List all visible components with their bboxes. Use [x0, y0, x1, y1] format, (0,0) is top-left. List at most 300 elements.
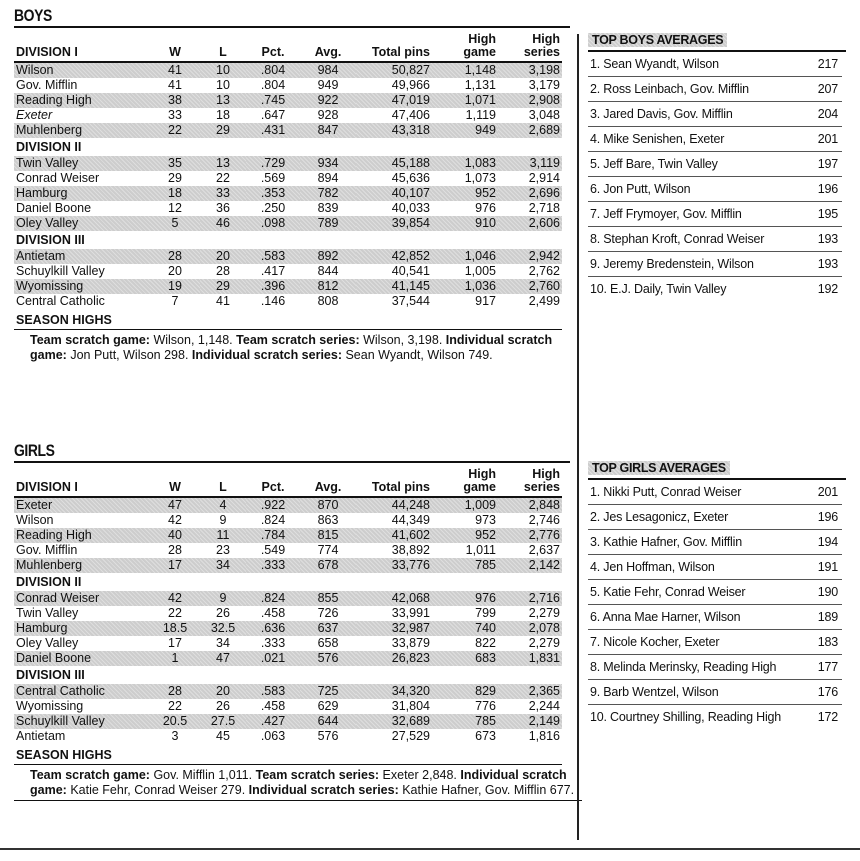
bowler-name: 3. Jared Davis, Gov. Mifflin [590, 107, 733, 121]
average: 855 [300, 591, 356, 606]
team-row [14, 186, 562, 201]
wins: 18 [150, 186, 200, 201]
col-high-game: High game [463, 32, 496, 59]
average: 815 [300, 528, 356, 543]
average: 782 [300, 186, 356, 201]
team-name: Antietam [14, 249, 150, 264]
total-pins: 44,349 [391, 513, 430, 527]
losses: 33 [200, 186, 246, 201]
team-row [14, 714, 562, 729]
pct: .824 [246, 591, 300, 606]
losses: 4 [200, 497, 246, 513]
girls-title: GIRLS [14, 441, 55, 460]
total-pins: 41,602 [356, 528, 432, 543]
losses: 27.5 [200, 714, 246, 729]
high-game: 1,073 [464, 171, 496, 185]
pct: .063 [260, 729, 286, 743]
team-name: Schuylkill Valley [14, 714, 150, 729]
col-w: W [169, 45, 181, 59]
high-series: 2,606 [498, 216, 562, 231]
average: 847 [300, 123, 356, 138]
losses: 34 [200, 558, 246, 573]
average-row [588, 252, 842, 277]
top-boys-averages [588, 31, 846, 301]
pct: .647 [260, 108, 286, 122]
bowler-name: 6. Jon Putt, Wilson [590, 182, 691, 196]
sh-value: Wilson, 1,148. [153, 333, 233, 347]
losses: 13 [200, 93, 246, 108]
bowler-average: 176 [817, 685, 838, 699]
bowler-name: 3. Kathie Hafner, Gov. Mifflin [590, 535, 742, 549]
pct: .729 [246, 156, 300, 171]
wins: 42 [168, 513, 182, 527]
wins: 28 [150, 684, 200, 699]
losses: 18 [216, 108, 230, 122]
average-row [588, 77, 842, 102]
high-series: 2,149 [498, 714, 562, 729]
high-series: 2,776 [498, 528, 562, 543]
top-girls-averages-title: TOP GIRLS AVERAGES [588, 461, 730, 475]
losses: 32.5 [200, 621, 246, 636]
average-row [588, 705, 842, 729]
losses: 10 [216, 78, 230, 92]
team-row [14, 513, 562, 528]
team-name: Muhlenberg [14, 558, 150, 573]
high-series: 2,078 [498, 621, 562, 636]
boys-season-highs-title: SEASON HIGHS [14, 313, 562, 330]
bowler-average: 196 [817, 182, 838, 196]
total-pins: 27,529 [391, 729, 430, 743]
average-row [588, 655, 842, 680]
high-series: 2,718 [528, 201, 560, 215]
total-pins: 34,320 [356, 684, 432, 699]
pct: .353 [246, 186, 300, 201]
total-pins: 32,689 [356, 714, 432, 729]
team-name: Wyomissing [16, 699, 84, 713]
bowler-name: 10. Courtney Shilling, Reading High [590, 710, 782, 724]
wins: 17 [150, 558, 200, 573]
bowler-average: 194 [817, 535, 838, 549]
pct: .804 [246, 62, 300, 78]
wins: 29 [168, 171, 182, 185]
pct: .458 [260, 699, 286, 713]
high-game: 1,011 [465, 543, 496, 557]
team-name: Daniel Boone [16, 201, 92, 215]
top-girls-averages-list [588, 480, 842, 729]
losses: 11 [200, 528, 246, 543]
team-row [14, 636, 562, 651]
wins: 3 [171, 729, 179, 743]
average: 725 [300, 684, 356, 699]
high-game: 1,046 [432, 249, 498, 264]
high-series: 2,716 [498, 591, 562, 606]
high-game: 673 [475, 729, 496, 743]
wins: 41 [168, 78, 182, 92]
high-game: 1,131 [464, 78, 496, 92]
average: 844 [317, 264, 339, 278]
team-row [14, 249, 562, 264]
high-series: 1,831 [498, 651, 562, 666]
team-name: Conrad Weiser [14, 591, 150, 606]
sh-label: Individual scratch game: [30, 768, 567, 797]
team-row [14, 606, 562, 621]
boys-title: BOYS [14, 6, 52, 25]
average-row [588, 52, 842, 77]
bowler-name: 5. Jeff Bare, Twin Valley [590, 157, 718, 171]
pct: .333 [260, 636, 286, 650]
high-game: 776 [475, 699, 496, 713]
wins: 5 [150, 216, 200, 231]
sh-label: Team scratch series: [255, 768, 380, 782]
division-row [14, 573, 562, 591]
high-series: 2,942 [498, 249, 562, 264]
top-boys-averages-title: TOP BOYS AVERAGES [588, 33, 727, 47]
team-name: Central Catholic [14, 684, 150, 699]
team-row [14, 216, 562, 231]
wins: 22 [168, 606, 182, 620]
average-row [588, 680, 842, 705]
losses: 29 [200, 279, 246, 294]
bowler-average: 177 [817, 660, 838, 674]
bowler-name: 1. Nikki Putt, Conrad Weiser [590, 485, 742, 499]
average-row [588, 202, 842, 227]
team-name: Reading High [14, 528, 150, 543]
high-series: 2,746 [528, 513, 560, 527]
losses: 22 [216, 171, 230, 185]
average-row [588, 530, 842, 555]
high-game: 1,009 [432, 497, 498, 513]
bowler-name: 7. Nicole Kocher, Exeter [590, 635, 720, 649]
pct: .569 [260, 171, 286, 185]
wins: 19 [150, 279, 200, 294]
girls-standings-table [14, 466, 562, 744]
losses: 28 [216, 264, 230, 278]
boys-header-row [14, 31, 562, 62]
losses: 36 [216, 201, 230, 215]
wins: 12 [168, 201, 182, 215]
total-pins: 38,892 [391, 543, 430, 557]
sh-value: Jon Putt, Wilson 298. [70, 348, 189, 362]
average: 892 [300, 249, 356, 264]
bowler-average: 195 [817, 207, 838, 221]
bowler-name: 4. Jen Hoffman, Wilson [590, 560, 715, 574]
high-series: 1,816 [528, 729, 560, 743]
pct: .146 [260, 294, 286, 308]
girls-section [14, 441, 575, 801]
team-name: Hamburg [14, 186, 150, 201]
losses: 13 [200, 156, 246, 171]
team-row [14, 294, 562, 309]
team-row [14, 62, 562, 78]
top-boys-averages-list [588, 52, 842, 301]
bowler-name: 7. Jeff Frymoyer, Gov. Mifflin [590, 207, 742, 221]
total-pins: 47,019 [356, 93, 432, 108]
high-series: 2,762 [528, 264, 560, 278]
wins: 7 [171, 294, 179, 308]
average-row [588, 555, 842, 580]
losses: 9 [200, 591, 246, 606]
high-series: 3,119 [498, 156, 562, 171]
bowler-name: 10. E.J. Daily, Twin Valley [590, 282, 727, 296]
average: 774 [317, 543, 339, 557]
bowler-average: 192 [817, 282, 838, 296]
team-row [14, 93, 562, 108]
division-row [14, 138, 562, 156]
total-pins: 44,248 [356, 497, 432, 513]
team-name: Wilson [14, 62, 150, 78]
team-row [14, 171, 562, 186]
bowler-average: 191 [817, 560, 838, 574]
pct: .458 [260, 606, 286, 620]
division-label: DIVISION II [16, 140, 82, 154]
high-game: 822 [475, 636, 496, 650]
total-pins: 42,852 [356, 249, 432, 264]
pct: .784 [246, 528, 300, 543]
division-header: DIVISION I [16, 480, 78, 494]
average: 808 [317, 294, 339, 308]
total-pins: 40,541 [391, 264, 430, 278]
bowler-name: 2. Ross Leinbach, Gov. Mifflin [590, 82, 749, 96]
team-row [14, 699, 562, 714]
total-pins: 49,966 [391, 78, 430, 92]
bowler-average: 201 [817, 132, 838, 146]
high-game: 785 [432, 558, 498, 573]
bowler-average: 207 [817, 82, 838, 96]
average-row [588, 127, 842, 152]
high-game: 785 [432, 714, 498, 729]
pct: .804 [260, 78, 286, 92]
high-series: 2,499 [528, 294, 560, 308]
col-avg: Avg. [314, 45, 342, 59]
high-series: 2,637 [528, 543, 560, 557]
bowler-average: 197 [817, 157, 838, 171]
high-game: 952 [432, 528, 498, 543]
team-row [14, 497, 562, 513]
average: 726 [317, 606, 339, 620]
bowler-name: 1. Sean Wyandt, Wilson [590, 57, 719, 71]
col-avg: Avg. [314, 480, 342, 494]
high-game: 1,148 [432, 62, 498, 78]
pct: .549 [260, 543, 286, 557]
average-row [588, 580, 842, 605]
pct: .636 [246, 621, 300, 636]
high-series: 3,048 [528, 108, 560, 122]
bowler-average: 183 [817, 635, 838, 649]
total-pins: 33,991 [391, 606, 430, 620]
team-name: Conrad Weiser [16, 171, 100, 185]
average: 658 [317, 636, 339, 650]
team-row [14, 591, 562, 606]
bowler-name: 8. Melinda Merinsky, Reading High [590, 660, 777, 674]
average: 637 [300, 621, 356, 636]
team-name: Gov. Mifflin [16, 78, 78, 92]
wins: 42 [150, 591, 200, 606]
total-pins: 45,636 [391, 171, 430, 185]
total-pins: 33,776 [356, 558, 432, 573]
sh-value: Exeter 2,848. [382, 768, 457, 782]
sh-value: Kathie Hafner, Gov. Mifflin 677. [402, 783, 575, 797]
high-game: 1,083 [432, 156, 498, 171]
team-name: Oley Valley [16, 636, 79, 650]
pct: .333 [246, 558, 300, 573]
col-total-pins: Total pins [371, 45, 430, 59]
average: 984 [300, 62, 356, 78]
average: 870 [300, 497, 356, 513]
bowler-average: 189 [817, 610, 838, 624]
average: 863 [317, 513, 339, 527]
team-row [14, 201, 562, 216]
sh-label: Individual scratch game: [30, 333, 553, 362]
high-game: 1,005 [464, 264, 496, 278]
high-game: 740 [432, 621, 498, 636]
bowler-average: 217 [817, 57, 838, 71]
high-game: 952 [432, 186, 498, 201]
pct: .417 [260, 264, 286, 278]
losses: 45 [216, 729, 230, 743]
high-series: 2,914 [528, 171, 560, 185]
team-row [14, 528, 562, 543]
total-pins: 37,544 [391, 294, 430, 308]
pct: .427 [246, 714, 300, 729]
total-pins: 42,068 [356, 591, 432, 606]
sh-label: Team scratch series: [236, 333, 360, 347]
sh-value: Katie Fehr, Conrad Weiser 279. [70, 783, 246, 797]
high-game: 949 [432, 123, 498, 138]
pct: .021 [246, 651, 300, 666]
division-label: DIVISION III [16, 233, 85, 247]
bowler-average: 172 [817, 710, 838, 724]
average: 678 [300, 558, 356, 573]
bowler-average: 190 [817, 585, 838, 599]
wins: 1 [150, 651, 200, 666]
column-divider [577, 34, 579, 840]
high-game: 976 [475, 201, 496, 215]
average-row [588, 505, 842, 530]
team-name: Daniel Boone [14, 651, 150, 666]
wins: 17 [168, 636, 182, 650]
team-name: Hamburg [14, 621, 150, 636]
top-girls-averages [588, 459, 846, 729]
pct: .250 [260, 201, 286, 215]
high-series: 3,198 [498, 62, 562, 78]
pct: .824 [260, 513, 286, 527]
col-l: L [219, 480, 227, 494]
boys-standings-table [14, 31, 562, 309]
division-row [14, 231, 562, 249]
page-bottom-rule [0, 848, 860, 850]
losses: 29 [200, 123, 246, 138]
team-row [14, 729, 562, 744]
high-game: 910 [432, 216, 498, 231]
pct: .098 [246, 216, 300, 231]
col-total-pins: Total pins [371, 480, 430, 494]
total-pins: 33,879 [391, 636, 430, 650]
high-game: 829 [432, 684, 498, 699]
total-pins: 45,188 [356, 156, 432, 171]
sh-label: Individual scratch series: [248, 783, 399, 797]
average-row [588, 177, 842, 202]
girls-season-highs-text [14, 765, 582, 801]
team-name: Muhlenberg [14, 123, 150, 138]
average: 839 [317, 201, 339, 215]
division-row [14, 666, 562, 684]
col-l: L [219, 45, 227, 59]
high-series: 2,244 [528, 699, 560, 713]
high-series: 2,760 [498, 279, 562, 294]
average-row [588, 102, 842, 127]
col-pct: Pct. [261, 45, 285, 59]
wins: 20.5 [150, 714, 200, 729]
wins: 40 [150, 528, 200, 543]
col-w: W [169, 480, 181, 494]
pct: .431 [246, 123, 300, 138]
girls-header-row [14, 466, 562, 497]
wins: 28 [168, 543, 182, 557]
team-row [14, 543, 562, 558]
wins: 22 [150, 123, 200, 138]
division-label: DIVISION III [16, 668, 85, 682]
bowler-name: 9. Barb Wentzel, Wilson [590, 685, 719, 699]
average-row [588, 630, 842, 655]
team-name: Antietam [16, 729, 66, 743]
sh-value: Gov. Mifflin 1,011. [153, 768, 253, 782]
team-row [14, 156, 562, 171]
losses: 10 [200, 62, 246, 78]
bowler-average: 193 [817, 257, 838, 271]
average-row [588, 605, 842, 630]
boys-section [14, 6, 570, 363]
wins: 33 [168, 108, 182, 122]
total-pins: 39,854 [356, 216, 432, 231]
wins: 28 [150, 249, 200, 264]
average: 812 [300, 279, 356, 294]
bowler-average: 204 [817, 107, 838, 121]
team-name: Wilson [16, 513, 54, 527]
high-series: 2,696 [498, 186, 562, 201]
total-pins: 50,827 [356, 62, 432, 78]
losses: 34 [216, 636, 230, 650]
col-high-series: High series [523, 467, 560, 494]
high-game: 1,036 [432, 279, 498, 294]
wins: 20 [168, 264, 182, 278]
average: 949 [317, 78, 339, 92]
wins: 18.5 [150, 621, 200, 636]
team-name: Twin Valley [16, 606, 79, 620]
col-high-series: High series [523, 32, 560, 59]
average: 644 [300, 714, 356, 729]
bowler-average: 193 [817, 232, 838, 246]
girls-title-rule [14, 461, 570, 463]
average: 576 [300, 651, 356, 666]
division-label: DIVISION II [16, 575, 82, 589]
average-row [588, 480, 842, 505]
total-pins: 40,107 [356, 186, 432, 201]
high-game: 973 [475, 513, 496, 527]
boys-season-highs-text [14, 330, 574, 363]
wins: 35 [150, 156, 200, 171]
high-game: 976 [432, 591, 498, 606]
team-row [14, 108, 562, 123]
total-pins: 26,823 [356, 651, 432, 666]
losses: 20 [200, 249, 246, 264]
total-pins: 31,804 [391, 699, 430, 713]
bowler-average: 196 [817, 510, 838, 524]
pct: .745 [246, 93, 300, 108]
team-name: Oley Valley [14, 216, 150, 231]
team-row [14, 264, 562, 279]
team-name: Gov. Mifflin [16, 543, 78, 557]
average-row [588, 152, 842, 177]
